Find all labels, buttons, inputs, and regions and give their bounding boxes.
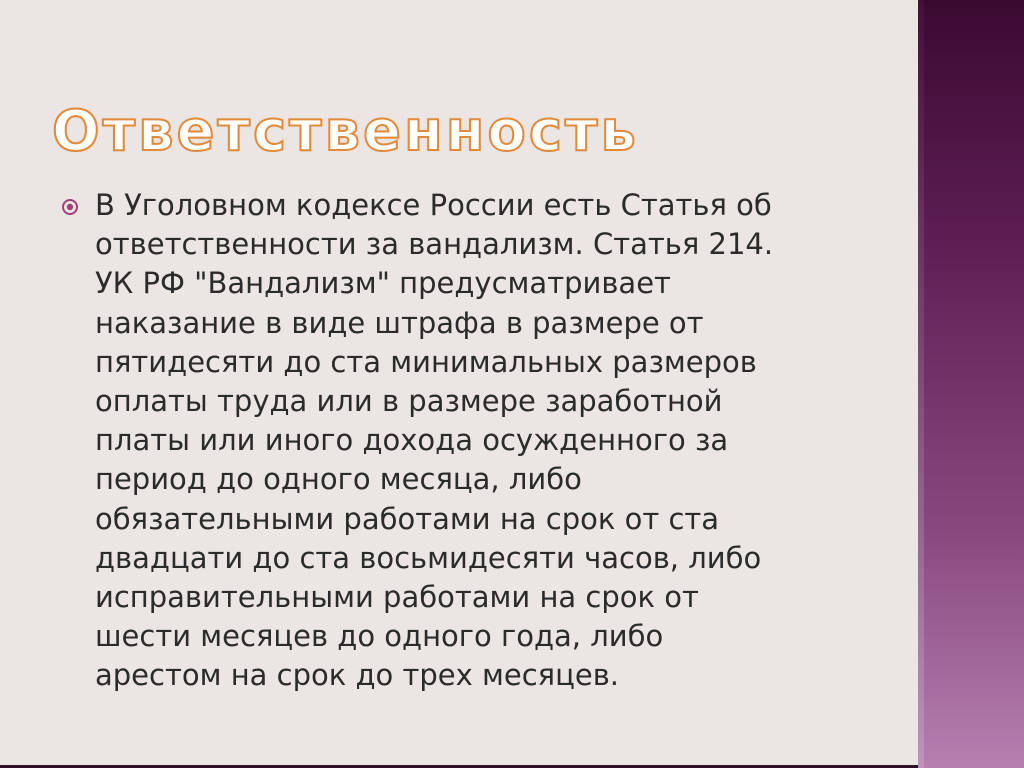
bullet-text: В Уголовном кодексе России есть Статья об ответственности за вандализм. Статья 214. УК РФ "Вандализм" предусматривает наказание в виде штрафа в размере от пятидесяти до ста минимальных размеров оплаты труда или в размере заработной платы или иного дохода осужденного за период до одного месяца, либо обязательными работами на срок от ста двадцати до ста восьмидесяти часов, либо исправительными работами на срок от шести месяцев до одного года, либо арестом на срок до трех месяцев. — [95, 188, 774, 693]
decorative-side-band — [918, 0, 1024, 768]
circle-bullet-icon — [61, 198, 79, 216]
slide-title: Ответственность — [52, 99, 639, 164]
